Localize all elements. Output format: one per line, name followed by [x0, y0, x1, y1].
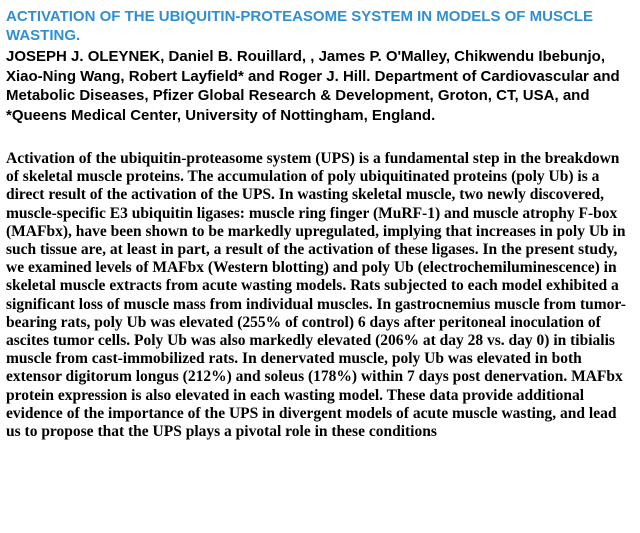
abstract-text: Activation of the ubiquitin-proteasome system (UPS) is a fundamental step in the breakdown of skeletal muscle proteins. The accumulation of poly ubiquitinated proteins (poly Ub) is a direct result of the activation of the UPS. In wasting skeletal muscle, two newly discovered, muscle-specific E3 ubiquitin ligases: muscle ring finger (MuRF-1) and muscle atrophy F-box (MAFbx), have been shown to be markedly upregulated, implying that increases in poly Ub in such tissue are, at least in part, a result of the activation of these ligases. In the present study, we examined levels of MAFbx (Western blotting) and poly Ub (electrochemiluminescence) in skeletal muscle extracts from acute wasting models. Rats subjected to each model exhibited a significant loss of muscle mass from individual muscles. In gastrocnemius muscle from tumor-bearing rats, poly Ub was elevated (255% of control) 6 days after peritoneal inoculation of ascites tumor cells. Poly Ub was also markedly elevated (206% at day 28 vs. day 0) in tibialis muscle from cast-immobilized rats. In denervated muscle, poly Ub was elevated in both extensor digitorum longus (212%) and soleus (178%) within 7 days post denervation. MAFbx protein expression is also elevated in each wasting model. These data provide additional evidence of the importance of the UPS in divergent models of acute muscle wasting, and lead us to propose that the UPS plays a pivotal role in these conditions [6, 150, 626, 441]
authors-affiliation: JOSEPH J. OLEYNEK, Daniel B. Rouillard, , James P. O'Malley, Chikwendu Ibebunjo, Xiao-Ning Wang, Robert Layfield* and Roger J. Hill. Department of Cardiovascular and Metabolic Diseases, Pfizer Global Research & Development, Groton, CT, USA, and *Queens Medical Center, University of Nottingham, England. [6, 48, 620, 124]
paper-title: ACTIVATION OF THE UBIQUITIN-PROTEASOME SYSTEM IN MODELS OF MUSCLE WASTING. [6, 8, 593, 44]
